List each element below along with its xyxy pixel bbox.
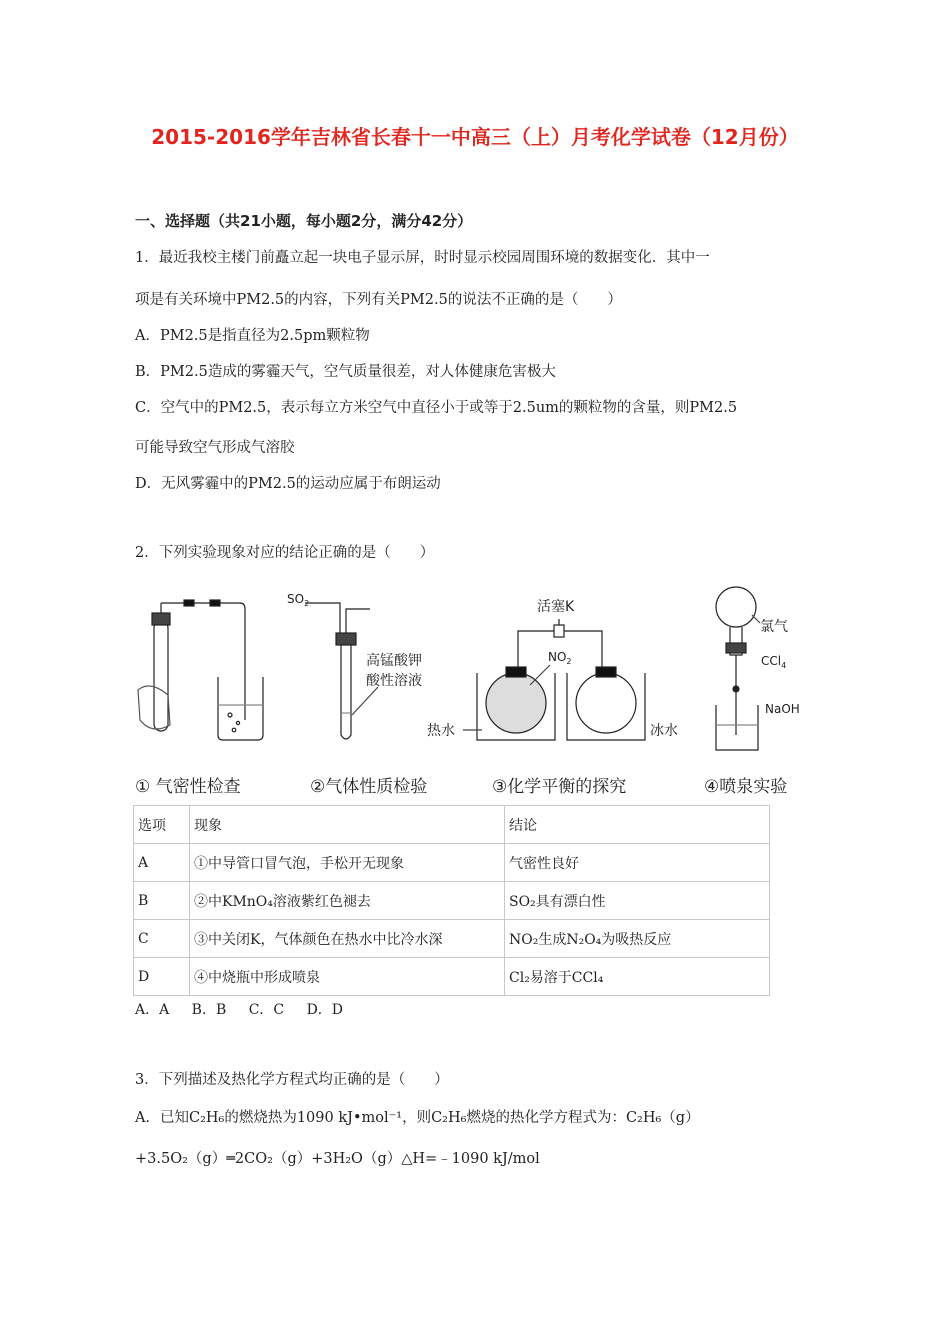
svg-text:氯气: 氯气 [760, 619, 788, 635]
cell-option: C [134, 920, 190, 958]
svg-text:酸性溶液: 酸性溶液 [366, 673, 422, 689]
apparatus-1-airtightness [138, 600, 263, 740]
q1-stem-line2: 项是有关环境中PM2.5的内容，下列有关PM2.5的说法不正确的是（ ） [135, 292, 622, 308]
cell-option: A [134, 844, 190, 882]
caption-1: ① 气密性检查 [135, 777, 241, 797]
cell-phenomenon: ①中导管口冒气泡，手松开无现象 [190, 844, 505, 882]
cell-conclusion: NO₂生成N₂O₄为吸热反应 [505, 920, 770, 958]
svg-text:CCl4: CCl$_4$ [761, 654, 787, 670]
q3-option-a-line1: A．已知C₂H₆的燃烧热为1090 kJ•mol⁻¹，则C₂H₆燃烧的热化学方程式为：C₂H₆（g） [135, 1110, 700, 1126]
svg-text:活塞K: 活塞K [537, 599, 575, 615]
cell-option: B [134, 882, 190, 920]
caption-3: ③化学平衡的探究 [492, 777, 627, 797]
q1-option-b: B．PM2.5造成的雾霾天气，空气质量很差，对人体健康危害极大 [135, 364, 556, 380]
table-row [134, 882, 770, 920]
q3-stem: 3．下列描述及热化学方程式均正确的是（ ） [135, 1072, 449, 1088]
page-title: 2015-2016学年吉林省长春十一中高三（上）月考化学试卷（12月份） [151, 125, 799, 149]
cell-phenomenon: ④中烧瓶中形成喷泉 [190, 958, 505, 996]
caption-4: ④喷泉实验 [704, 777, 788, 797]
cell-conclusion: Cl₂易溶于CCl₄ [505, 958, 770, 996]
apparatus-2-so2-test [287, 592, 422, 739]
q2-table [133, 805, 770, 996]
svg-text:冰水: 冰水 [650, 723, 678, 739]
table-header-row [134, 806, 770, 844]
apparatus-4-fountain [716, 587, 800, 750]
q3-option-a-line2: +3.5O₂（g）═2CO₂（g）+3H₂O（g）△H=﹣1090 kJ/mol [135, 1151, 540, 1167]
q2-answer-options: A．A B．B C．C D．D [135, 1002, 344, 1018]
svg-text:热水: 热水 [427, 723, 455, 739]
q1-option-c-line2: 可能导致空气形成气溶胶 [135, 440, 295, 456]
cell-conclusion: SO₂具有漂白性 [505, 882, 770, 920]
q1-option-d: D．无风雾霾中的PM2.5的运动应属于布朗运动 [135, 476, 441, 492]
caption-2: ②气体性质检验 [310, 777, 428, 797]
cell-conclusion: 气密性良好 [505, 844, 770, 882]
svg-text:NaOH: NaOH [765, 702, 800, 716]
section-heading: 一、选择题（共21小题，每小题2分，满分42分） [135, 212, 473, 230]
cell-phenomenon: ②中KMnO₄溶液紫红色褪去 [190, 882, 505, 920]
svg-text:高锰酸钾: 高锰酸钾 [366, 653, 422, 669]
table-row [134, 844, 770, 882]
q1-option-c-line1: C．空气中的PM2.5，表示每立方米空气中直径小于或等于2.5um的颗粒物的含量，则PM2.5 [135, 400, 738, 416]
apparatus-3-equilibrium [427, 599, 678, 740]
q1-option-a: A．PM2.5是指直径为2.5pm颗粒物 [135, 328, 370, 344]
svg-text:NO2: $NO_2$ [548, 650, 572, 666]
cell-option: D [134, 958, 190, 996]
svg-text:SO2: $SO_2$ [287, 592, 310, 608]
apparatus-figure [130, 585, 820, 800]
q2-stem: 2．下列实验现象对应的结论正确的是（ ） [135, 545, 435, 561]
header-phenomenon: 现象 [190, 806, 505, 844]
header-option: 选项 [134, 806, 190, 844]
q1-stem-line1: 1．最近我校主楼门前矗立起一块电子显示屏，时时显示校园周围环境的数据变化．其中一 [135, 250, 710, 266]
header-conclusion: 结论 [505, 806, 770, 844]
table-row [134, 920, 770, 958]
cell-phenomenon: ③中关闭K，气体颜色在热水中比冷水深 [190, 920, 505, 958]
table-row [134, 958, 770, 996]
